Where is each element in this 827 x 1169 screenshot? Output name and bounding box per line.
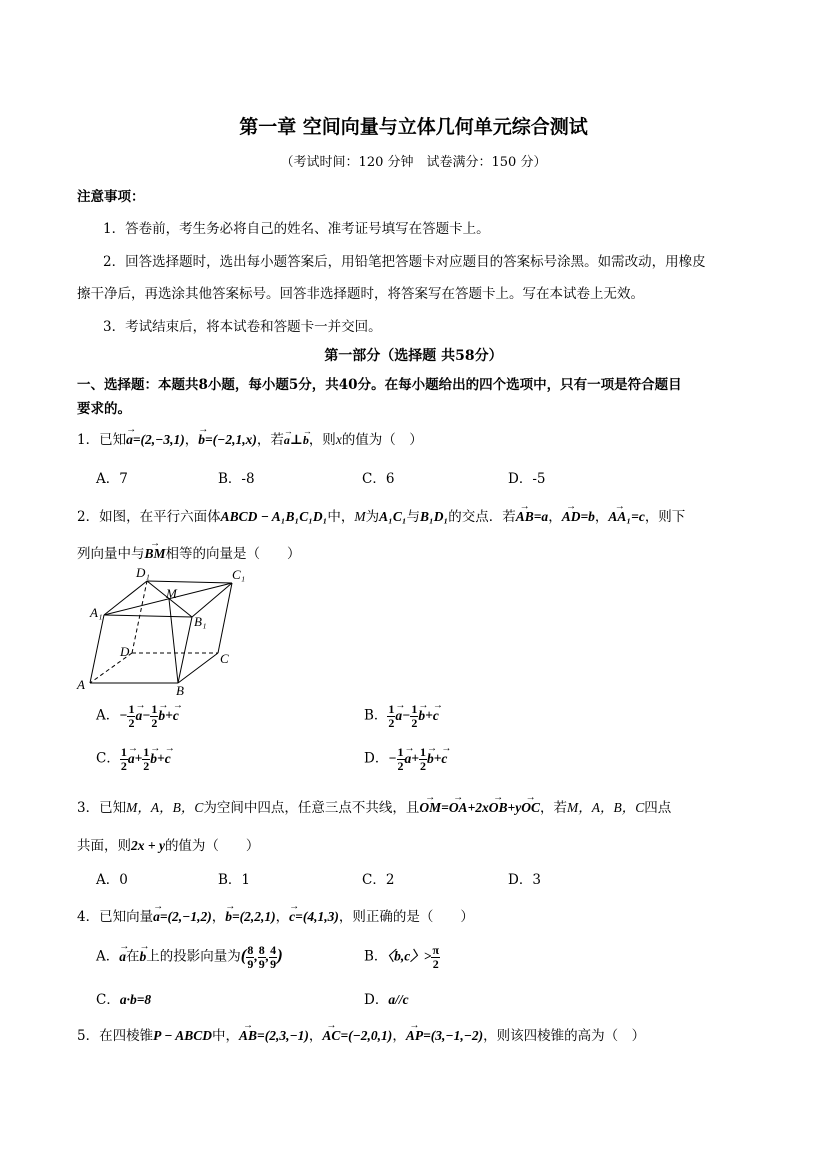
label-b: B [176, 683, 184, 698]
edge-b-b1 [178, 617, 192, 683]
question-4: 4．已知向量→ a=(2,−1,2)，→ b=(2,2,1)，→ c=(4,1,3)，则正确的是（ ） [77, 905, 474, 925]
question-3-cont: 共面，则2x + y的值为（ ） [77, 838, 260, 854]
q4-option-c[interactable]: C．a·b=8 [96, 992, 152, 1008]
hidden-d-d1 [132, 581, 147, 653]
q3-option-c[interactable]: C．2 [362, 872, 395, 888]
part1-heading: 第一部分（选择题 共58分） [324, 348, 503, 364]
label-m: M [166, 586, 177, 601]
note-2: 2．回答选择题时，选出每小题答案后，用铅笔把答题卡对应题目的答案标号涂黑。如需改动，用橡皮 [103, 254, 706, 270]
edge-b-c [178, 653, 218, 683]
q2-option-d[interactable]: D．− $\frac{1}{2}$ → a+ $\frac{1}{2}$ → b+→ c [364, 746, 447, 772]
question-1: 1．已知→ a=(2,−3,1)，→ b=(−2,1,x)，若→ a⊥→ b，则x的值为（ ） [77, 428, 423, 448]
label-a: A [77, 677, 85, 692]
label-b1: B₁ [194, 614, 207, 629]
exam-info: （考试时间：120 分钟 试卷满分：150 分） [280, 155, 547, 170]
question-3: 3．已知M，A，B，C为空间中四点，任意三点不共线，且→ OM=→ OA+2x→ OB+y→ OC，若M，A，B，C四点 [77, 796, 671, 816]
question-2: 2．如图，在平行六面体ABCD − A₁B₁C₁D₁中，M为A₁C₁与B₁D₁的交点．若→ AB=a，→ AD=b，→ AA₁=c，则下 [77, 505, 685, 525]
question-2-cont: 列向量中与→ BM相等的向量是（ ） [77, 542, 301, 562]
q3-option-b[interactable]: B．1 [218, 872, 251, 888]
q4-option-a[interactable]: A．→ a在→ b上的投影向量为( $\frac{8}{9}$ , $\frac{8}{9}$ , $\frac{4}{9}$ ) [96, 944, 283, 970]
section1-heading-cont: 要求的。 [77, 401, 131, 417]
label-c1: C₁ [232, 567, 246, 582]
label-d1: D₁ [136, 565, 150, 580]
edge-c1-d1 [147, 581, 232, 583]
question-5: 5．在四棱锥P − ABCD中，→ AB=(2,3,−1)，→ AC=(−2,0,1)，→ AP=(3,−1,−2)，则该四棱锥的高为（ ） [77, 1024, 645, 1044]
q2-option-c[interactable]: C． $\frac{1}{2}$ → a+ $\frac{1}{2}$ → b+→ c [96, 746, 171, 772]
note-1: 1．答卷前，考生务必将自己的姓名、准考证号填写在答题卡上。 [103, 221, 490, 237]
label-d: D [120, 644, 130, 659]
q3-option-a[interactable]: A．0 [96, 872, 128, 888]
edge-a1-b1 [104, 615, 192, 617]
seg-b-m [169, 599, 178, 683]
section1-heading: 一、选择题：本题共8小题，每小题5分，共40分。在每小题给出的四个选项中，只有一项是符合题目 [77, 377, 682, 393]
q1-option-d[interactable]: D．-5 [508, 471, 546, 487]
q2-option-b[interactable]: B． $\frac{1}{2}$ → a− $\frac{1}{2}$ → b+→ c [364, 703, 439, 729]
note-2-cont: 擦干净后，再选涂其他答案标号。回答非选择题时，将答案写在答题卡上。写在本试卷上无效。 [77, 286, 644, 302]
parallelepiped-figure [72, 565, 262, 700]
edge-a-a1 [90, 615, 104, 683]
page-title: 第一章 空间向量与立体几何单元综合测试 [239, 116, 588, 138]
q4-option-b[interactable]: B．〈b,c〉> $\frac{\pi}{2}$ [364, 943, 440, 971]
label-a1: A₁ [90, 605, 103, 620]
label-c: C [220, 651, 229, 666]
q3-option-d[interactable]: D．3 [508, 872, 541, 888]
note-3: 3．考试结束后，将本试卷和答题卡一并交回。 [103, 319, 382, 335]
q1-option-a[interactable]: A．7 [96, 471, 128, 487]
q1-option-b[interactable]: B．-8 [218, 471, 255, 487]
q1-option-c[interactable]: C．6 [362, 471, 395, 487]
notes-heading: 注意事项： [77, 189, 145, 205]
q4-option-d[interactable]: D．a//c [364, 992, 409, 1008]
q2-option-a[interactable]: A．− $\frac{1}{2}$ → a− $\frac{1}{2}$ → b+→ c [96, 703, 179, 729]
